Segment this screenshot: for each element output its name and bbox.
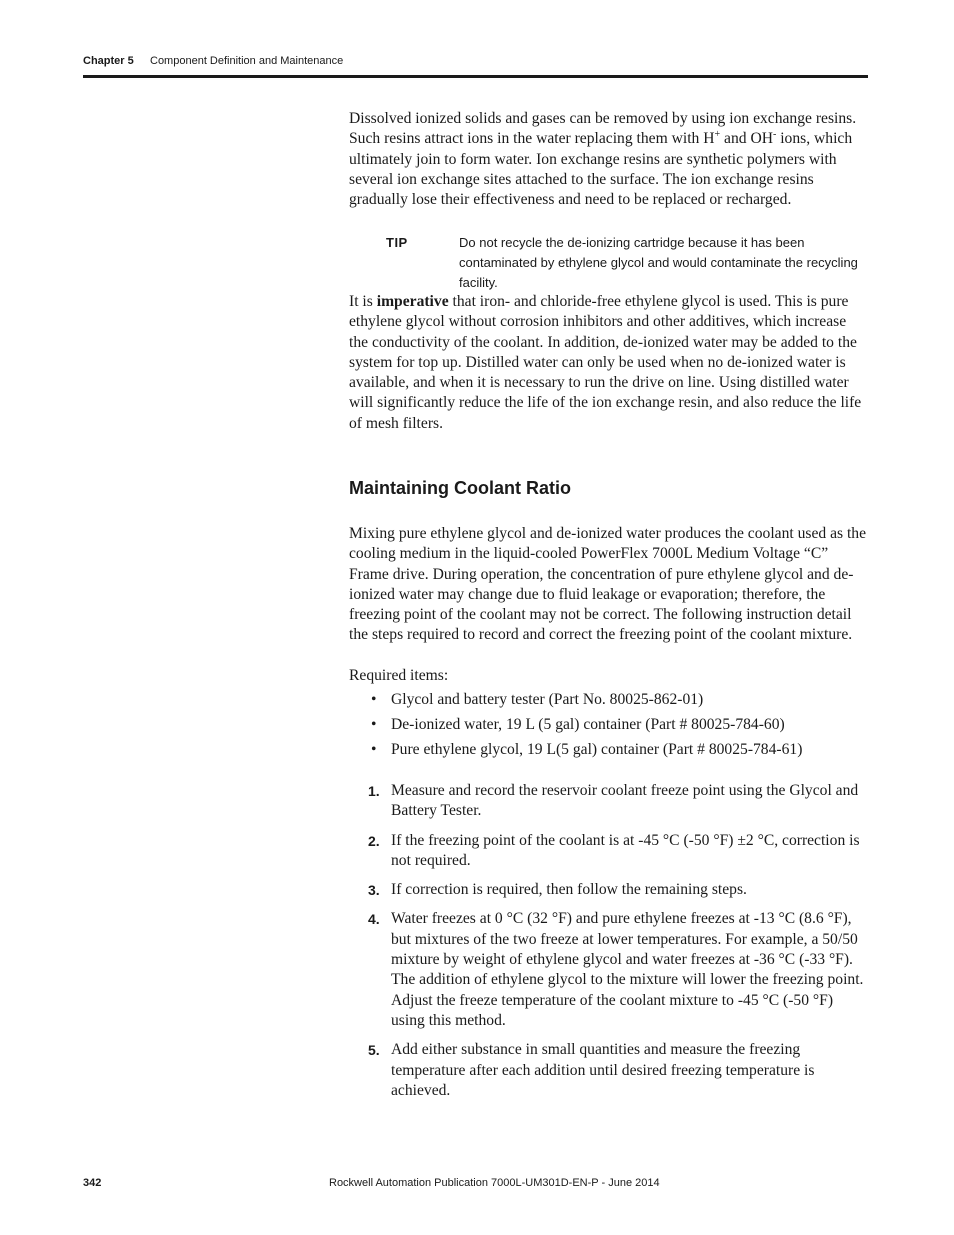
para2-bold: imperative: [376, 293, 449, 310]
bullet-icon: •: [371, 740, 377, 758]
procedure-steps: [349, 781, 869, 1110]
step-item: [349, 1040, 869, 1101]
step-text: If correction is required, then follow the remaining steps.: [391, 881, 747, 899]
list-item: [349, 740, 869, 760]
step-text: Add either substance in small quantities and measure the freezing temperature after each addition until desired freezing temperature is achieved.: [391, 1041, 815, 1099]
superscript-minus: -: [772, 129, 777, 141]
list-item-text: Glycol and battery tester (Part No. 80025-862-01): [391, 691, 704, 708]
required-items-list: [349, 690, 869, 765]
step-text: Measure and record the reservoir coolant freeze point using the Glycol and Battery Tester.: [391, 782, 859, 820]
paragraph-imperative: [349, 292, 869, 434]
page-number: 342: [83, 1177, 102, 1189]
step-item: [349, 909, 869, 1031]
step-number: 1.: [368, 783, 380, 799]
paragraph-coolant: [349, 524, 869, 646]
page-header: [83, 53, 868, 78]
list-item-text: Pure ethylene glycol, 19 L(5 gal) container (Part # 80025-784-61): [391, 740, 803, 758]
para1-text-a: Dissolved ionized solids and gases can be removed by using ion exchange resins. Such resins attract ions in the water replacing them with H: [349, 110, 857, 148]
required-items-label: Required items:: [349, 667, 449, 684]
list-item-text: De-ionized water, 19 L (5 gal) container (Part # 80025-784-60): [391, 715, 785, 733]
section-heading: Maintaining Coolant Ratio: [349, 478, 571, 498]
para2-text-a: It is: [349, 293, 377, 310]
tip-label: TIP: [386, 235, 408, 250]
step-text: If the freezing point of the coolant is at -45 °C (-50 °F) ±2 °C, correction is not required.: [391, 831, 860, 869]
step-item: [349, 831, 869, 872]
bullet-icon: •: [371, 691, 377, 708]
chapter-label: Chapter 5: [83, 55, 134, 67]
list-item: [349, 715, 869, 735]
step-number: 2.: [368, 832, 380, 849]
step-item: [349, 781, 869, 822]
para1-text-c: ions, which ultimately join to form water. Ion exchange resins are synthetic polymers with several ion exchange sites attached to the surface. The ion exchange resins gradually lose their effectiveness and need to be replaced or recharged.: [349, 130, 853, 209]
para3-text: Mixing pure ethylene glycol and de-ionized water produces the coolant used as the cooling medium in the liquid-cooled PowerFlex 7000L Medium Voltage “C” Frame drive. During operation, the concentration of pure ethylene glycol and de-ionized water may change due to fluid leakage or evaporation; therefore, the freezing point of the coolant may not be correct. The following instruction detail the steps required to record and correct the freezing point of the coolant mixture.: [349, 525, 867, 644]
chapter-title: Component Definition and Maintenance: [150, 55, 344, 67]
step-number: 3.: [368, 882, 380, 899]
para1-text-b: and OH: [720, 130, 773, 148]
paragraph-ion-exchange: [349, 109, 869, 210]
publication-info: Rockwell Automation Publication 7000L-UM301D-EN-P - June 2014: [329, 1177, 660, 1189]
tip-text: Do not recycle the de-ionizing cartridge because it has been contaminated by ethylene glycol and would contaminate the recycling facility.: [459, 235, 858, 290]
tip-box: [386, 233, 870, 293]
list-item: [349, 690, 869, 710]
superscript-plus: +: [714, 129, 721, 141]
step-number: 5.: [368, 1042, 380, 1059]
bullet-icon: •: [371, 715, 377, 733]
step-item: [349, 880, 869, 900]
step-number: 4.: [368, 911, 380, 928]
step-text: Water freezes at 0 °C (32 °F) and pure ethylene freezes at -13 °C (8.6 °F), but mixtures of the two freeze at lower temperatures. For example, a 50/50 mixture by weight of ethylene glycol and water freezes at -36 °C (-33 °F). The addition of ethylene glycol to the mixture will lower the freezing point. Adjust the freeze temperature of the coolant mixture to -45 °C (-50 °F) using this method.: [391, 910, 864, 1029]
para2-text-b: that iron- and chloride-free ethylene glycol is used. This is pure ethylene glycol without corrosion inhibitors and other additives, which increase the conductivity of the coolant. In addition, de-ionized water may be added to the system for top up. Distilled water can only be used when no de-ionized water is available, and when it is necessary to run the drive on line. Using distilled water will significantly reduce the life of the ion exchange resin, and also reduce the life of mesh filters.: [349, 293, 862, 432]
